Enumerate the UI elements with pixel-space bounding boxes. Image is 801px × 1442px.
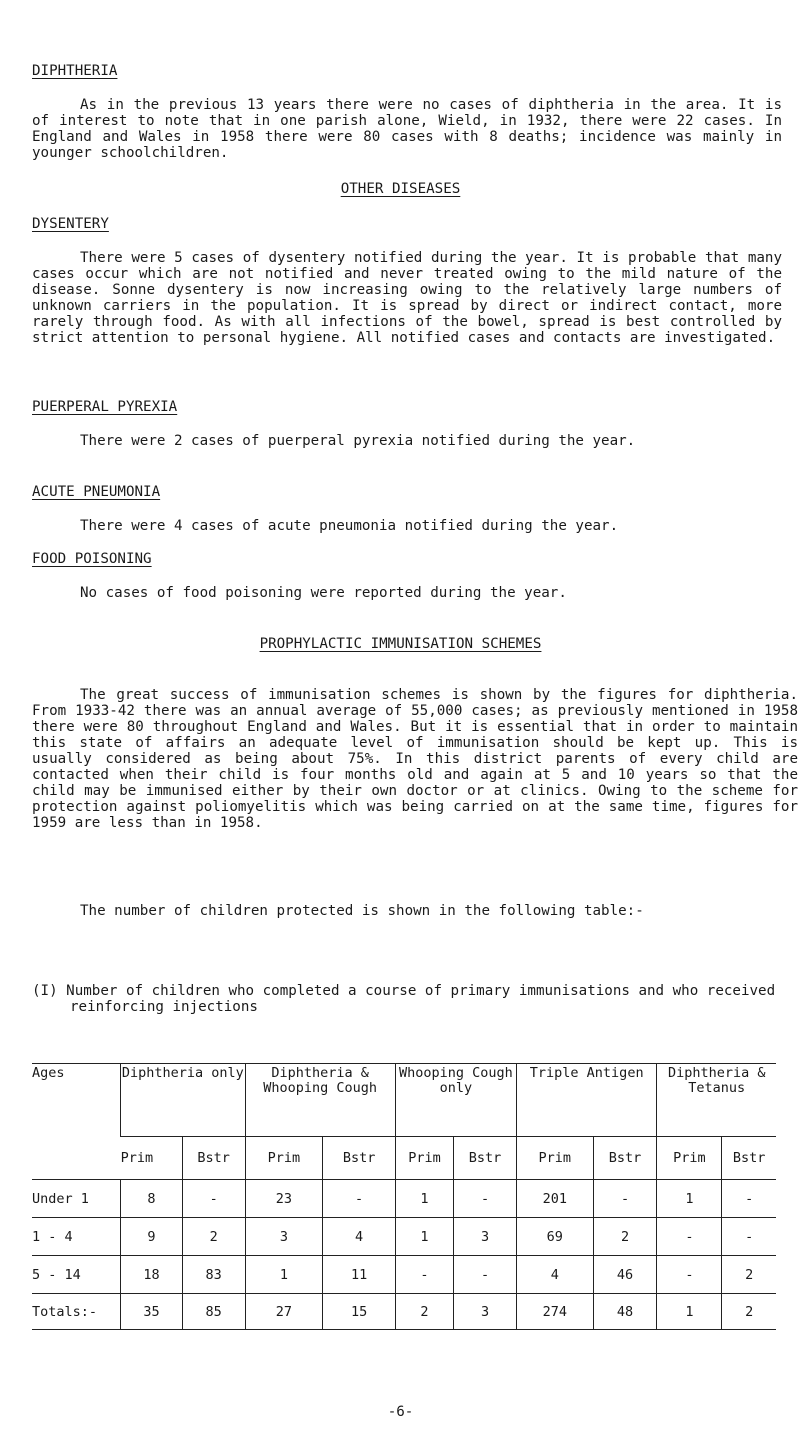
table-intro: The number of children protected is shown in the following table:-	[80, 903, 644, 919]
table-cell: 3	[454, 1218, 517, 1256]
table-cell: 3	[454, 1294, 517, 1330]
row-age: Totals:-	[32, 1294, 121, 1330]
table-cell: 18	[121, 1256, 183, 1294]
ages-header: Ages	[32, 1064, 121, 1180]
group-header-diphtheria-whooping: Diphtheria & Whooping Cough	[245, 1064, 395, 1137]
food-poisoning-heading: FOOD POISONING	[32, 551, 152, 567]
row-age: 5 - 14	[32, 1256, 121, 1294]
table-cell: 274	[516, 1294, 593, 1330]
table-cell: 27	[245, 1294, 323, 1330]
table-cell: 1	[395, 1218, 453, 1256]
pneumonia-heading: ACUTE PNEUMONIA	[32, 484, 161, 500]
other-diseases-heading: OTHER DISEASES	[340, 181, 461, 197]
sub-header-bstr: Bstr	[454, 1137, 517, 1180]
diphtheria-paragraph: As in the previous 13 years there were no cases of diphtheria in the area. It is of interest to note that in one parish alone, Wield, in 1932, there were 22 cases. In England and Wales in 1958 there were 80 cases with 8 deaths; incidence was mainly in younger schoolchildren.	[32, 97, 782, 161]
table-cell: 85	[182, 1294, 245, 1330]
diphtheria-heading: DIPHTHERIA	[32, 63, 118, 79]
table-cell: 1	[395, 1180, 453, 1218]
table-row	[32, 1256, 776, 1294]
sub-header-prim: Prim	[657, 1137, 722, 1180]
row-age: 1 - 4	[32, 1218, 121, 1256]
table-cell: 69	[516, 1218, 593, 1256]
group-header-diphtheria: Diphtheria only	[121, 1064, 245, 1137]
sub-header-bstr: Bstr	[182, 1137, 245, 1180]
table-subheader-row	[32, 1137, 776, 1180]
table-cell: 4	[323, 1218, 395, 1256]
table-cell: 46	[593, 1256, 657, 1294]
table-cell: -	[593, 1180, 657, 1218]
immunisation-table	[32, 1063, 776, 1330]
table-cell: -	[722, 1218, 776, 1256]
table-totals-row	[32, 1294, 776, 1330]
table-cell: 83	[182, 1256, 245, 1294]
table-cell: -	[722, 1180, 776, 1218]
table-cell: 8	[121, 1180, 183, 1218]
row-age: Under 1	[32, 1180, 121, 1218]
table-cell: -	[657, 1256, 722, 1294]
table-cell: 15	[323, 1294, 395, 1330]
table-title: (I) Number of children who completed a course of primary immunisations and who received reinforcing injections	[32, 983, 776, 1015]
sub-header-bstr: Bstr	[323, 1137, 395, 1180]
sub-header-prim: Prim	[245, 1137, 323, 1180]
dysentery-paragraph: There were 5 cases of dysentery notified during the year. It is probable that many cases occur which are not notified and never treated owing to the mild nature of the disease. Sonne dysentery is now increasing owing to the relatively large numbers of unknown carriers in the population. It is spread by direct or indirect contact, more rarely through food. As with all infections of the bowel, spread is best controlled by strict attention to personal hygiene. All notified cases and contacts are investigated.	[32, 250, 782, 346]
table-cell: -	[323, 1180, 395, 1218]
table-cell: 2	[722, 1256, 776, 1294]
group-header-whooping: Whooping Cough only	[395, 1064, 516, 1137]
table-cell: -	[657, 1218, 722, 1256]
sub-header-prim: Prim	[395, 1137, 453, 1180]
sub-header-bstr: Bstr	[593, 1137, 657, 1180]
table-cell: 2	[593, 1218, 657, 1256]
immunisation-paragraph: The great success of immunisation schemes is shown by the figures for diphtheria. From 1933-42 there was an annual average of 55,000 cases; as previously mentioned in 1958 there were 80 throughout England and Wales. But it is essential that in order to maintain this state of affairs an adequate level of immunisation should be kept up. This is usually considered as being about 75%. In this district parents of every child are contacted when their child is four months old and again at 5 and 10 years so that the child may be immunised either by their own doctor or at clinics. Owing to the scheme for protection against poliomyelitis which was being carried on at the same time, figures for 1959 are less than in 1958.	[32, 687, 798, 831]
table-cell: 2	[395, 1294, 453, 1330]
table-cell: 9	[121, 1218, 183, 1256]
table-cell: 48	[593, 1294, 657, 1330]
dysentery-heading: DYSENTERY	[32, 216, 109, 232]
table-cell: 3	[245, 1218, 323, 1256]
pneumonia-paragraph: There were 4 cases of acute pneumonia notified during the year.	[80, 518, 619, 534]
puerperal-heading: PUERPERAL PYREXIA	[32, 399, 178, 415]
food-poisoning-paragraph: No cases of food poisoning were reported during the year.	[80, 585, 567, 601]
table-group-header-row	[32, 1064, 776, 1137]
table-cell: 1	[245, 1256, 323, 1294]
page-number: -6-	[387, 1404, 414, 1420]
table-row	[32, 1218, 776, 1256]
table-cell: 4	[516, 1256, 593, 1294]
table-row	[32, 1180, 776, 1218]
table-cell: -	[395, 1256, 453, 1294]
group-header-triple: Triple Antigen	[516, 1064, 657, 1137]
table-cell: -	[454, 1256, 517, 1294]
table-cell: 201	[516, 1180, 593, 1218]
table-cell: 2	[182, 1218, 245, 1256]
table-cell: 1	[657, 1180, 722, 1218]
table-cell: 2	[722, 1294, 776, 1330]
table-cell: 35	[121, 1294, 183, 1330]
sub-header-prim: Prim	[516, 1137, 593, 1180]
sub-header-bstr: Bstr	[722, 1137, 776, 1180]
table-cell: -	[454, 1180, 517, 1218]
sub-header-prim: Prim	[121, 1137, 183, 1180]
puerperal-paragraph: There were 2 cases of puerperal pyrexia notified during the year.	[80, 433, 636, 449]
immunisation-heading: PROPHYLACTIC IMMUNISATION SCHEMES	[259, 636, 542, 652]
table-cell: -	[182, 1180, 245, 1218]
group-header-diphtheria-tetanus: Diphtheria & Tetanus	[657, 1064, 776, 1137]
table-cell: 23	[245, 1180, 323, 1218]
table-cell: 11	[323, 1256, 395, 1294]
table-cell: 1	[657, 1294, 722, 1330]
